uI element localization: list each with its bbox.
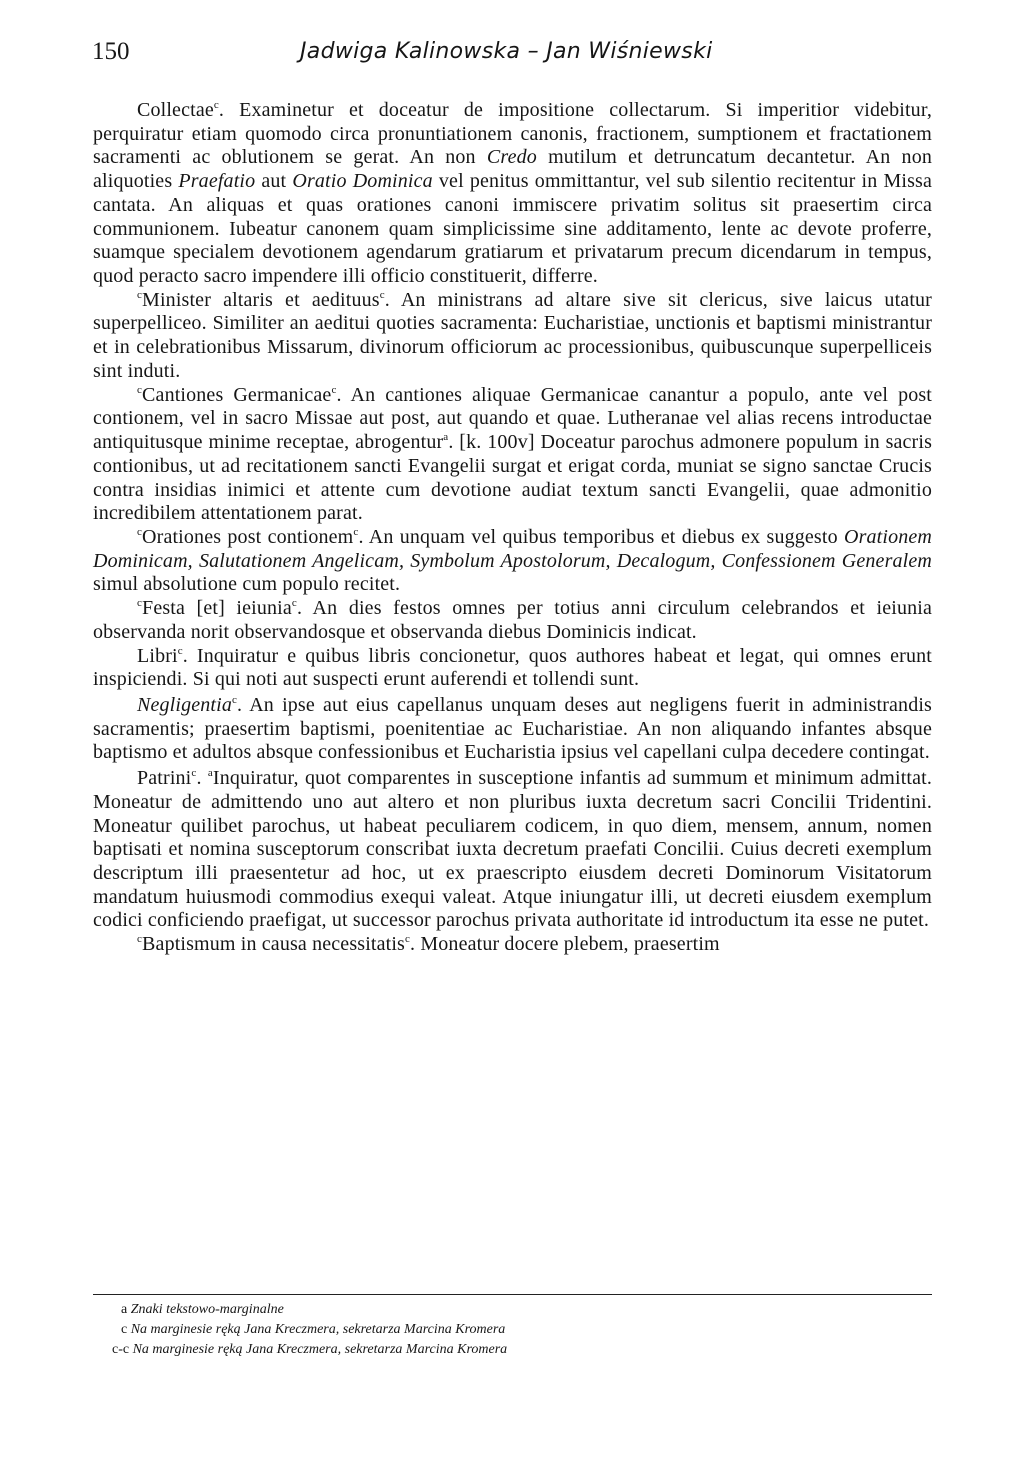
paragraph-heading: Negligentia [137,693,232,716]
footnote-mark: a [121,1302,128,1317]
italic-term: Oratio Dominica [292,170,433,193]
footnote-marker: c [137,525,143,538]
paragraph-libri [93,645,932,692]
footnote-marker: c [213,99,219,111]
paragraph-heading: Orationes post contionem [142,525,354,548]
footnote-marker: a [207,767,213,780]
paragraph-patrini [93,767,932,933]
paragraph-negligentia [93,694,932,765]
paragraph-text: . Moneatur docere plebem, praesertim [410,933,720,956]
footnote-marker: a [443,431,449,444]
paragraph-cantiones [93,384,932,526]
footnote-mark: c-c [112,1342,130,1357]
footnote-marker: c [353,525,359,538]
footnote-marker: c [137,288,143,301]
footnote-marker: c [331,383,337,396]
footnote-item [112,1340,921,1360]
paragraph-text: . [k. 100v] Doceatur parochus admonere populum in sacris contionibus, ut ad recitationem sancti Evangelii surgat et erigat corda, muniat se signo sanctae Crucis contra insidias inimici et attente cum devotione audiat textum sancti Evangelii, quae admonitio incredibilem attentationem parat. [93,431,933,525]
paragraph-heading: Minister altaris et aedituus [142,288,380,311]
paragraph-text: . An dies festos omnes per totius anni circulum celebrandos et ieiunia observanda norit observandosque et observanda diebus Dominicis indicat. [93,597,932,643]
footnote-text: Na marginesie ręką Jana Kreczmera, sekretarza Marcina Kromera [132,1342,508,1357]
paragraph-text: . An cantiones aliquae Germanicae canantur a populo, ante vel post contionem, vel in sacro Missae aut post, aut quando et quae. Lutheranae vel alias recens introductae antiquitusque minime receptae, abrogentur [93,383,933,454]
footnote-marker: c [137,383,143,396]
footnote-divider [93,1294,932,1295]
footnote-marker: c [379,288,385,301]
footnote-marker: c [137,597,143,610]
footnote-mark: c [121,1322,128,1337]
footnote-marker: c [137,933,143,946]
paragraph-heading: Libri [137,644,178,667]
paragraph-text: simul absolutione cum populo recitet. [93,573,401,596]
paragraph-text: . Examinetur et doceatur de impositione collectarum. Si imperitior videbitur, perquiratur etiam quomodo circa pronuntiationem canonis, fractionem, sumptionem et fractationem sacramenti ac oblutionem se gerat. An non [93,99,932,169]
footnote-text: Na marginesie ręką Jana Kreczmera, sekretarza Marcina Kromera [130,1322,506,1337]
paragraph-heading: Patrini [137,767,192,790]
paragraph-heading: Cantiones Germanicae [142,383,332,406]
footnote-marker: c [404,933,411,946]
paragraph-text: . [196,767,208,790]
paragraph-heading: Festa [et] ieiunia [142,597,292,620]
paragraph-text: vel penitus ommittantur, vel sub silentio recitentur in Missa cantata. An aliquas et quas orationes canoni immiscere privatim solitus sit praesertim circa communionem. Iubeatur canonem quam simplicissime sine additamento, lente ac devote proferre, suamque specialem devotionem agendarum gratiarum et privatarum precum dicendarum in tempus, quod peracto sacro impendere illi officio constituerit, differre. [93,170,933,288]
paragraph-text: . Inquiratur e quibus libris concionetur, quos authores habeat et legat, qui omnes erunt inspiciendi. Si qui noti aut suspecti erunt auferendi et tollendi sunt. [93,644,932,691]
footnote-marker: c [177,644,183,657]
paragraph-text: . An unquam vel quibus temporibus et diebus ex suggesto [358,525,844,548]
paragraph-text: aut [255,170,293,193]
paragraph-text: . An ministrans ad altare sive sit clericus, sive laicus utatur superpelliceo. Similiter an aeditui quoties sacramenta: Eucharistiae, unctionis et baptismi ministrantur et in celebrationibus Missarum, divinorum officiorum ac processionibus, quibuscunque superpelliceis sint induti. [93,288,932,382]
footnote-marker: c [291,597,297,610]
paragraph-text: Inquiratur, quot comparentes in susceptione infantis ad summum et minimum admittat. Moneatur de admittendo uno aut altero et non pluribus iuxta decretum sacri Concilii Tridentini. Moneatur quilibet parochus, ut habeat peculiarem codicem, in quo diem, mensem, annum, nomen baptisati et nomina susceptorum conscribat iuxta decretum praefati Concilii. Cuius decreti exemplum descriptum illi praesentetur ad hoc, ut ex praescripto eiusdem decreti Dominorum Visitatorum mandatum huiusmodi commodius exequi valeat. Atque iniungatur illi, ut decreti eiusdem exemplum codici conficiendo praefigat, ut successor parochus privata authoritate id introductum ita esse ne putet. [93,767,932,932]
paragraph-text: mutilum et detruncatum decantetur. An non aliquoties [93,146,933,193]
footnotes [112,1300,921,1360]
main-text [93,99,932,957]
footnote-item [121,1300,921,1320]
paragraph-minister-altaris [93,289,932,384]
footnote-marker: c [191,767,197,780]
paragraph-festa [93,597,932,644]
page-header [92,36,932,72]
italic-term: Credo [486,146,537,169]
paragraph-heading: Collectae [137,99,214,121]
paragraph-collectae [93,99,932,289]
footnote-item [121,1320,921,1340]
paragraph-baptismum [93,933,932,957]
paragraph-heading: Baptismum in causa necessitatis [142,933,405,956]
paragraph-text: . An ipse aut eius capellanus unquam deses aut negligens fuerit in administrandis sacramentis; praesertim baptismi, poenitentiae ac Eucharistiae. An non aliquando infantes absque baptismo et adultos absque confessionibus et Eucharistia ipsius vel capellani culpa decedere contingat. [93,693,932,764]
paragraph-orationes [93,526,932,597]
running-head: Jadwiga Kalinowska – Jan Wiśniewski [300,39,713,64]
page-number: 150 [92,38,130,65]
footnote-text: Znaki tekstowo-marginalne [130,1302,284,1317]
footnote-marker: c [231,693,238,706]
italic-term: Orationem Dominicam, Salutationem Angelicam, Symbolum Apostolorum, Decalogum, Confessionem Generalem [93,525,932,572]
italic-term: Praefatio [178,170,256,193]
